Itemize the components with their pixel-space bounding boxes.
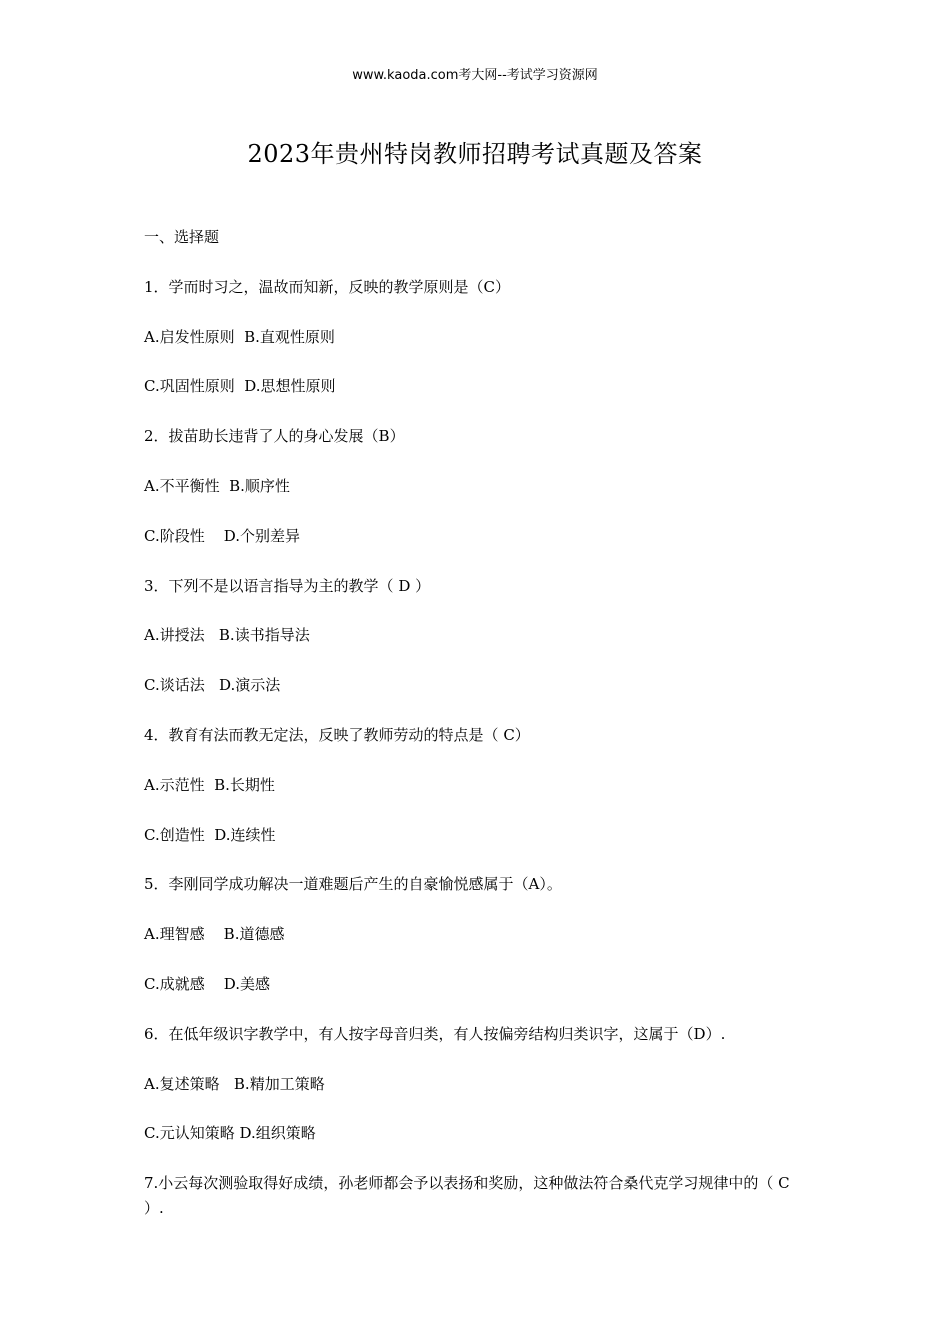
question-1: 1．学而时习之，温故而知新，反映的教学原则是（C） — [144, 277, 511, 296]
question-5-options-ab: A.理智感 B.道德感 — [144, 925, 285, 944]
question-1-options-cd: C.巩固性原则 D.思想性原则 — [144, 377, 336, 396]
question-2: 2．拔苗助长违背了人的身心发展（B） — [144, 427, 405, 446]
question-6-options-ab: A.复述策略 B.精加工策略 — [144, 1074, 325, 1093]
page-header: www.kaoda.com考大网--考试学习资源网 — [352, 68, 598, 83]
question-4: 4．教育有法而教无定法，反映了教师劳动的特点是（ C） — [144, 725, 530, 744]
question-4-options-ab: A.示范性 B.长期性 — [144, 775, 275, 794]
question-5: 5．李刚同学成功解决一道难题后产生的自豪愉悦感属于（A）。 — [144, 875, 562, 894]
question-3-options-cd: C.谈话法 D.演示法 — [144, 676, 281, 695]
question-3-options-ab: A.讲授法 B.读书指导法 — [144, 626, 310, 645]
question-6-options-cd: C.元认知策略 D.组织策略 — [144, 1124, 316, 1143]
document-title: 2023年贵州特岗教师招聘考试真题及答案 — [247, 140, 703, 168]
question-4-options-cd: C.创造性 D.连续性 — [144, 825, 276, 844]
question-2-options-ab: A.不平衡性 B.顺序性 — [144, 476, 290, 495]
question-2-options-cd: C.阶段性 D.个别差异 — [144, 526, 301, 545]
question-7: 7.小云每次测验取得好成绩，孙老师都会予以表扬和奖励，这种做法符合桑代克学习规律中的（ C ）. — [144, 1174, 790, 1218]
question-5-options-cd: C.成就感 D.美感 — [144, 974, 271, 993]
question-6: 6．在低年级识字教学中，有人按字母音归类，有人按偏旁结构归类识字，这属于（D）. — [144, 1024, 726, 1043]
question-1-options-ab: A.启发性原则 B.直观性原则 — [144, 327, 335, 346]
question-3: 3．下列不是以语言指导为主的教学（ D ） — [144, 576, 431, 595]
document-body — [144, 225, 814, 1221]
section-heading: 一、选择题 — [144, 228, 220, 246]
